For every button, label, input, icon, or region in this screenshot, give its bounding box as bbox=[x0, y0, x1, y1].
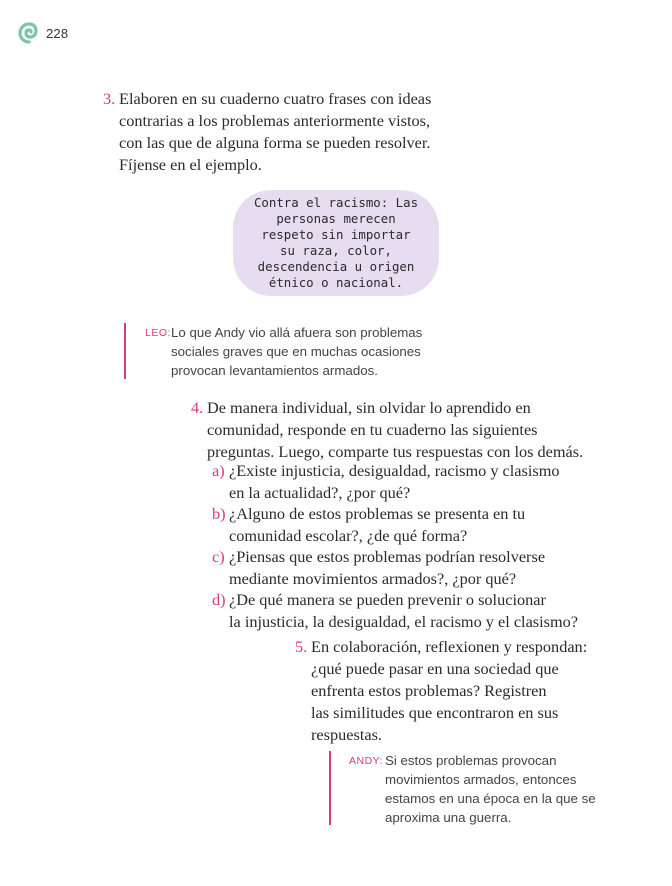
bubble-line: su raza, color, bbox=[280, 243, 392, 258]
activity-4 bbox=[191, 397, 584, 463]
item-text-line: ¿Piensas que estos problemas podrían resolverse bbox=[229, 547, 546, 566]
question-item-d bbox=[212, 589, 579, 632]
dialogue-leo bbox=[124, 323, 426, 379]
activity-text-line: enfrenta estos problemas? Registren bbox=[311, 681, 547, 700]
item-text-line: mediante movimientos armados?, ¿por qué? bbox=[229, 568, 517, 588]
question-item-b bbox=[212, 503, 526, 546]
dialogue-line: sociales graves que en muchas ocasiones bbox=[171, 344, 421, 359]
item-text-line: en la actualidad?, ¿por qué? bbox=[229, 482, 411, 502]
item-text-line: ¿Existe injusticia, desigualdad, racismo y clasismo bbox=[229, 461, 560, 480]
activity-text-line: En colaboración, reflexionen y respondan: bbox=[311, 637, 588, 656]
activity-text-line: Fíjense en el ejemplo. bbox=[119, 155, 262, 174]
activity-number: 5. bbox=[295, 637, 308, 656]
activity-3 bbox=[103, 88, 432, 176]
bubble-line: étnico o nacional. bbox=[268, 275, 404, 290]
item-text-line: la injusticia, la desigualdad, el racismo y el clasismo? bbox=[229, 611, 579, 631]
question-item-c bbox=[212, 546, 546, 589]
item-letter: c) bbox=[212, 547, 225, 566]
dialogue-line: Lo que Andy vio allá afuera son problemas bbox=[171, 325, 423, 340]
dialogue-andy bbox=[329, 751, 611, 825]
item-letter: b) bbox=[212, 504, 226, 523]
activity-text-line: comunidad, responde en tu cuaderno las siguientes bbox=[207, 420, 538, 439]
question-item-a bbox=[212, 460, 560, 503]
bubble-line: personas merecen bbox=[276, 211, 396, 226]
example-speech-bubble bbox=[233, 190, 439, 296]
speaker-label: ANDY: bbox=[349, 755, 384, 767]
dialogue-line: movimientos armados, entonces bbox=[385, 772, 577, 787]
activity-number: 4. bbox=[191, 398, 204, 417]
activity-text-line: las similitudes que encontraron en sus bbox=[311, 703, 559, 722]
item-text-line: ¿De qué manera se pueden prevenir o solucionar bbox=[229, 590, 546, 609]
item-text-line: ¿Alguno de estos problemas se presenta en tu bbox=[229, 504, 526, 523]
bubble-line: descendencia u origen bbox=[257, 259, 415, 274]
page-number: 228 bbox=[46, 25, 69, 41]
activity-text-line: preguntas. Luego, comparte tus respuestas con los demás. bbox=[207, 442, 584, 461]
activity-text-line: De manera individual, sin olvidar lo aprendido en bbox=[207, 398, 531, 417]
activity-text-line: ¿qué puede pasar en una sociedad que bbox=[311, 659, 559, 678]
dialogue-line: Si estos problemas provocan bbox=[385, 753, 557, 768]
spiral-logo-icon bbox=[18, 22, 40, 44]
dialogue-line: provocan levantamientos armados. bbox=[171, 363, 378, 378]
activity-text-line: contrarias a los problemas anteriormente vistos, bbox=[119, 111, 431, 130]
bubble-line: respeto sin importar bbox=[261, 227, 411, 242]
item-letter: d) bbox=[212, 590, 226, 609]
activity-text-line: respuestas. bbox=[311, 725, 382, 744]
page-header bbox=[18, 22, 68, 44]
activity-text-line: Elaboren en su cuaderno cuatro frases con ideas bbox=[119, 89, 432, 108]
item-text-line: comunidad escolar?, ¿de qué forma? bbox=[229, 525, 468, 545]
bubble-line: Contra el racismo: Las bbox=[253, 195, 419, 210]
activity-5 bbox=[295, 636, 588, 746]
item-letter: a) bbox=[212, 461, 225, 480]
activity-number: 3. bbox=[103, 89, 116, 108]
dialogue-line: estamos en una época en la que se bbox=[385, 791, 596, 806]
activity-text-line: con las que de alguna forma se pueden resolver. bbox=[119, 133, 431, 152]
dialogue-line: aproxima una guerra. bbox=[385, 810, 512, 825]
speaker-label: LEO: bbox=[145, 327, 171, 339]
